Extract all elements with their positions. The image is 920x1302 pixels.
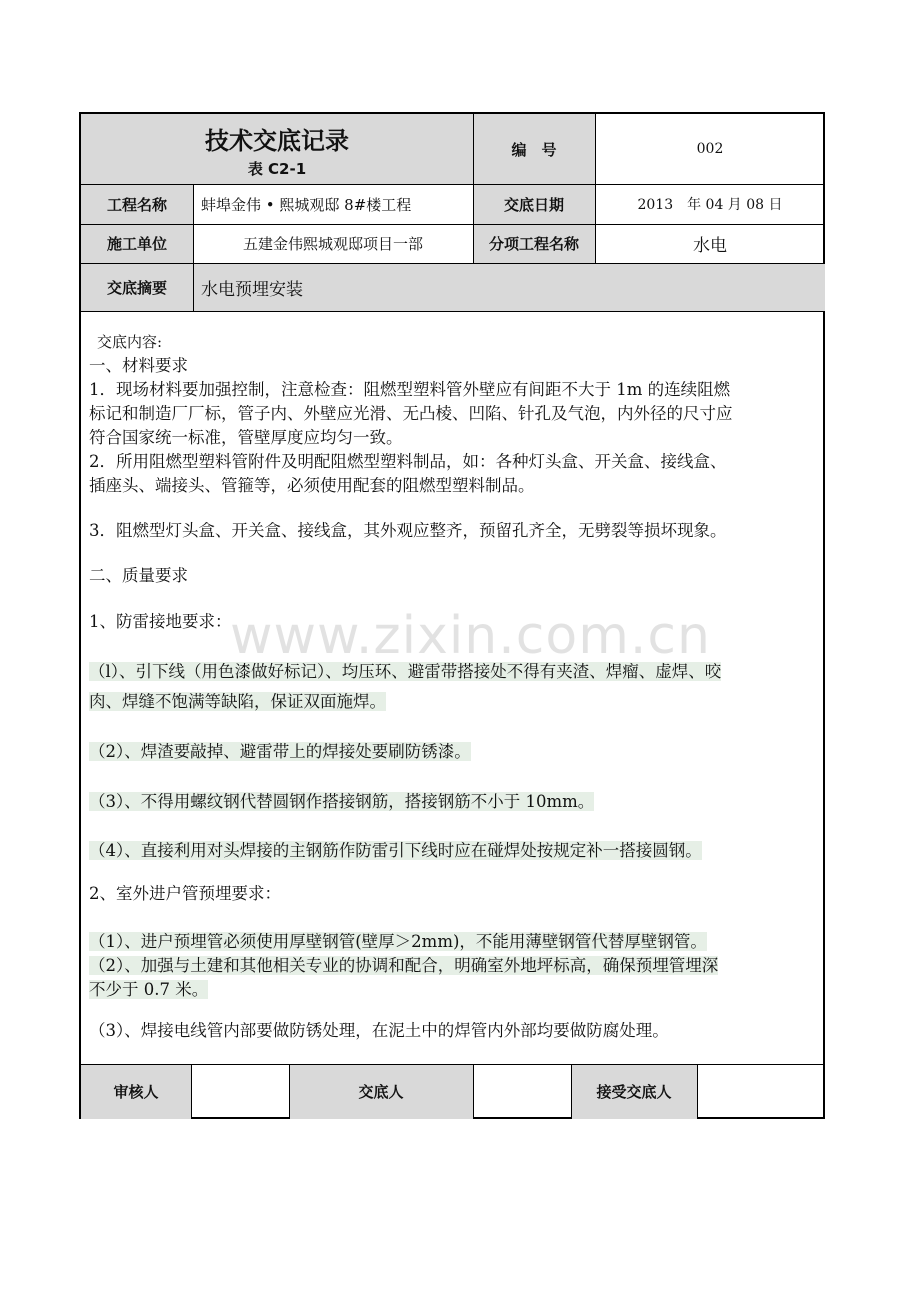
- section-heading: 二、质量要求: [89, 566, 188, 585]
- paragraph-line: 2．所用阻燃型塑料管附件及明配阻燃型塑料制品，如：各种灯头盒、开关盒、接线盒、: [89, 452, 727, 471]
- project-name-label: 工程名称: [106, 195, 167, 214]
- paragraph-line: 不少于 0.7 米。: [89, 980, 209, 999]
- discloser-signature-field[interactable]: [473, 1064, 571, 1119]
- content-intro: 交底内容:: [97, 333, 163, 351]
- paragraph-line: 标记和制造厂厂标，管子内、外壁应光滑、无凸棱、凹陷、针孔及气泡，内外径的尺寸应: [89, 404, 733, 423]
- subproject-value: 水电: [693, 236, 727, 256]
- paragraph-line: 1．现场材料要加强控制，注意检查：阻燃型塑料管外壁应有间距不大于 1m 的连续阻燃: [89, 380, 731, 399]
- subsection-heading: 1、防雷接地要求：: [89, 612, 232, 631]
- paragraph-line: 插座头、端接头、管箍等，必须使用配套的阻燃型塑料制品。: [89, 476, 535, 495]
- paragraph-line: （l）、引下线（用色漆做好标记）、均压环、避雷带搭接处不得有夹渣、焊瘤、虚焊、咬: [89, 662, 722, 681]
- section-heading: 一、材料要求: [89, 356, 188, 375]
- paragraph-line: 肉、焊缝不饱满等缺陷，保证双面施焊。: [89, 692, 386, 711]
- paragraph-line: 3．阻燃型灯头盒、开关盒、接线盒，其外观应整齐，预留孔齐全，无劈裂等损坏现象。: [89, 521, 727, 540]
- project-name-value: 蚌埠金伟 • 熙城观邸 8#楼工程: [201, 195, 412, 214]
- date-value: 2013 年 04 月 08 日: [637, 197, 783, 213]
- receiver-signature-field[interactable]: [697, 1064, 825, 1119]
- paragraph-line: （4）、直接利用对头焊接的主钢筋作防雷引下线时应在碰焊处按规定补一搭接圆钢。: [89, 841, 702, 860]
- subsection-heading: 2、室外进户管预埋要求：: [89, 884, 281, 903]
- reviewer-signature-field[interactable]: [191, 1064, 289, 1119]
- number-value: 002: [696, 141, 724, 157]
- discloser-label: 交底人: [358, 1083, 404, 1101]
- watermark: www.zixin.com.cn: [230, 606, 711, 666]
- date-label: 交底日期: [503, 195, 564, 214]
- paragraph-line: 符合国家统一标准，管壁厚度应均匀一致。: [89, 428, 403, 447]
- company-value: 五建金伟熙城观邸项目一部: [242, 235, 423, 253]
- form-title: 技术交底记录: [205, 126, 349, 155]
- company-label: 施工单位: [106, 235, 167, 253]
- summary-label: 交底摘要: [106, 278, 167, 297]
- paragraph-line: （1）、进户预埋管必须使用厚壁钢管(壁厚＞2mm)，不能用薄壁钢管代替厚壁钢管。: [89, 932, 707, 951]
- reviewer-label: 审核人: [113, 1083, 159, 1101]
- receiver-label: 接受交底人: [596, 1083, 672, 1101]
- number-label: 编 号: [511, 140, 557, 159]
- paragraph-line: （3）、焊接电线管内部要做防锈处理，在泥土中的焊管内外部均要做防腐处理。: [89, 1021, 669, 1040]
- paragraph-line: （3）、不得用螺纹钢代替圆钢作搭接钢筋，搭接钢筋不小于 10mm。: [89, 792, 595, 811]
- paragraph-line: （2）、焊渣要敲掉、避雷带上的焊接处要刷防锈漆。: [89, 742, 471, 761]
- subproject-label: 分项工程名称: [488, 235, 579, 253]
- summary-value: 水电预埋安装: [201, 279, 303, 300]
- form-code: 表 C2-1: [247, 159, 307, 178]
- paragraph-line: （2）、加强与土建和其他相关专业的协调和配合，明确室外地坪标高，确保预埋管埋深: [89, 956, 719, 975]
